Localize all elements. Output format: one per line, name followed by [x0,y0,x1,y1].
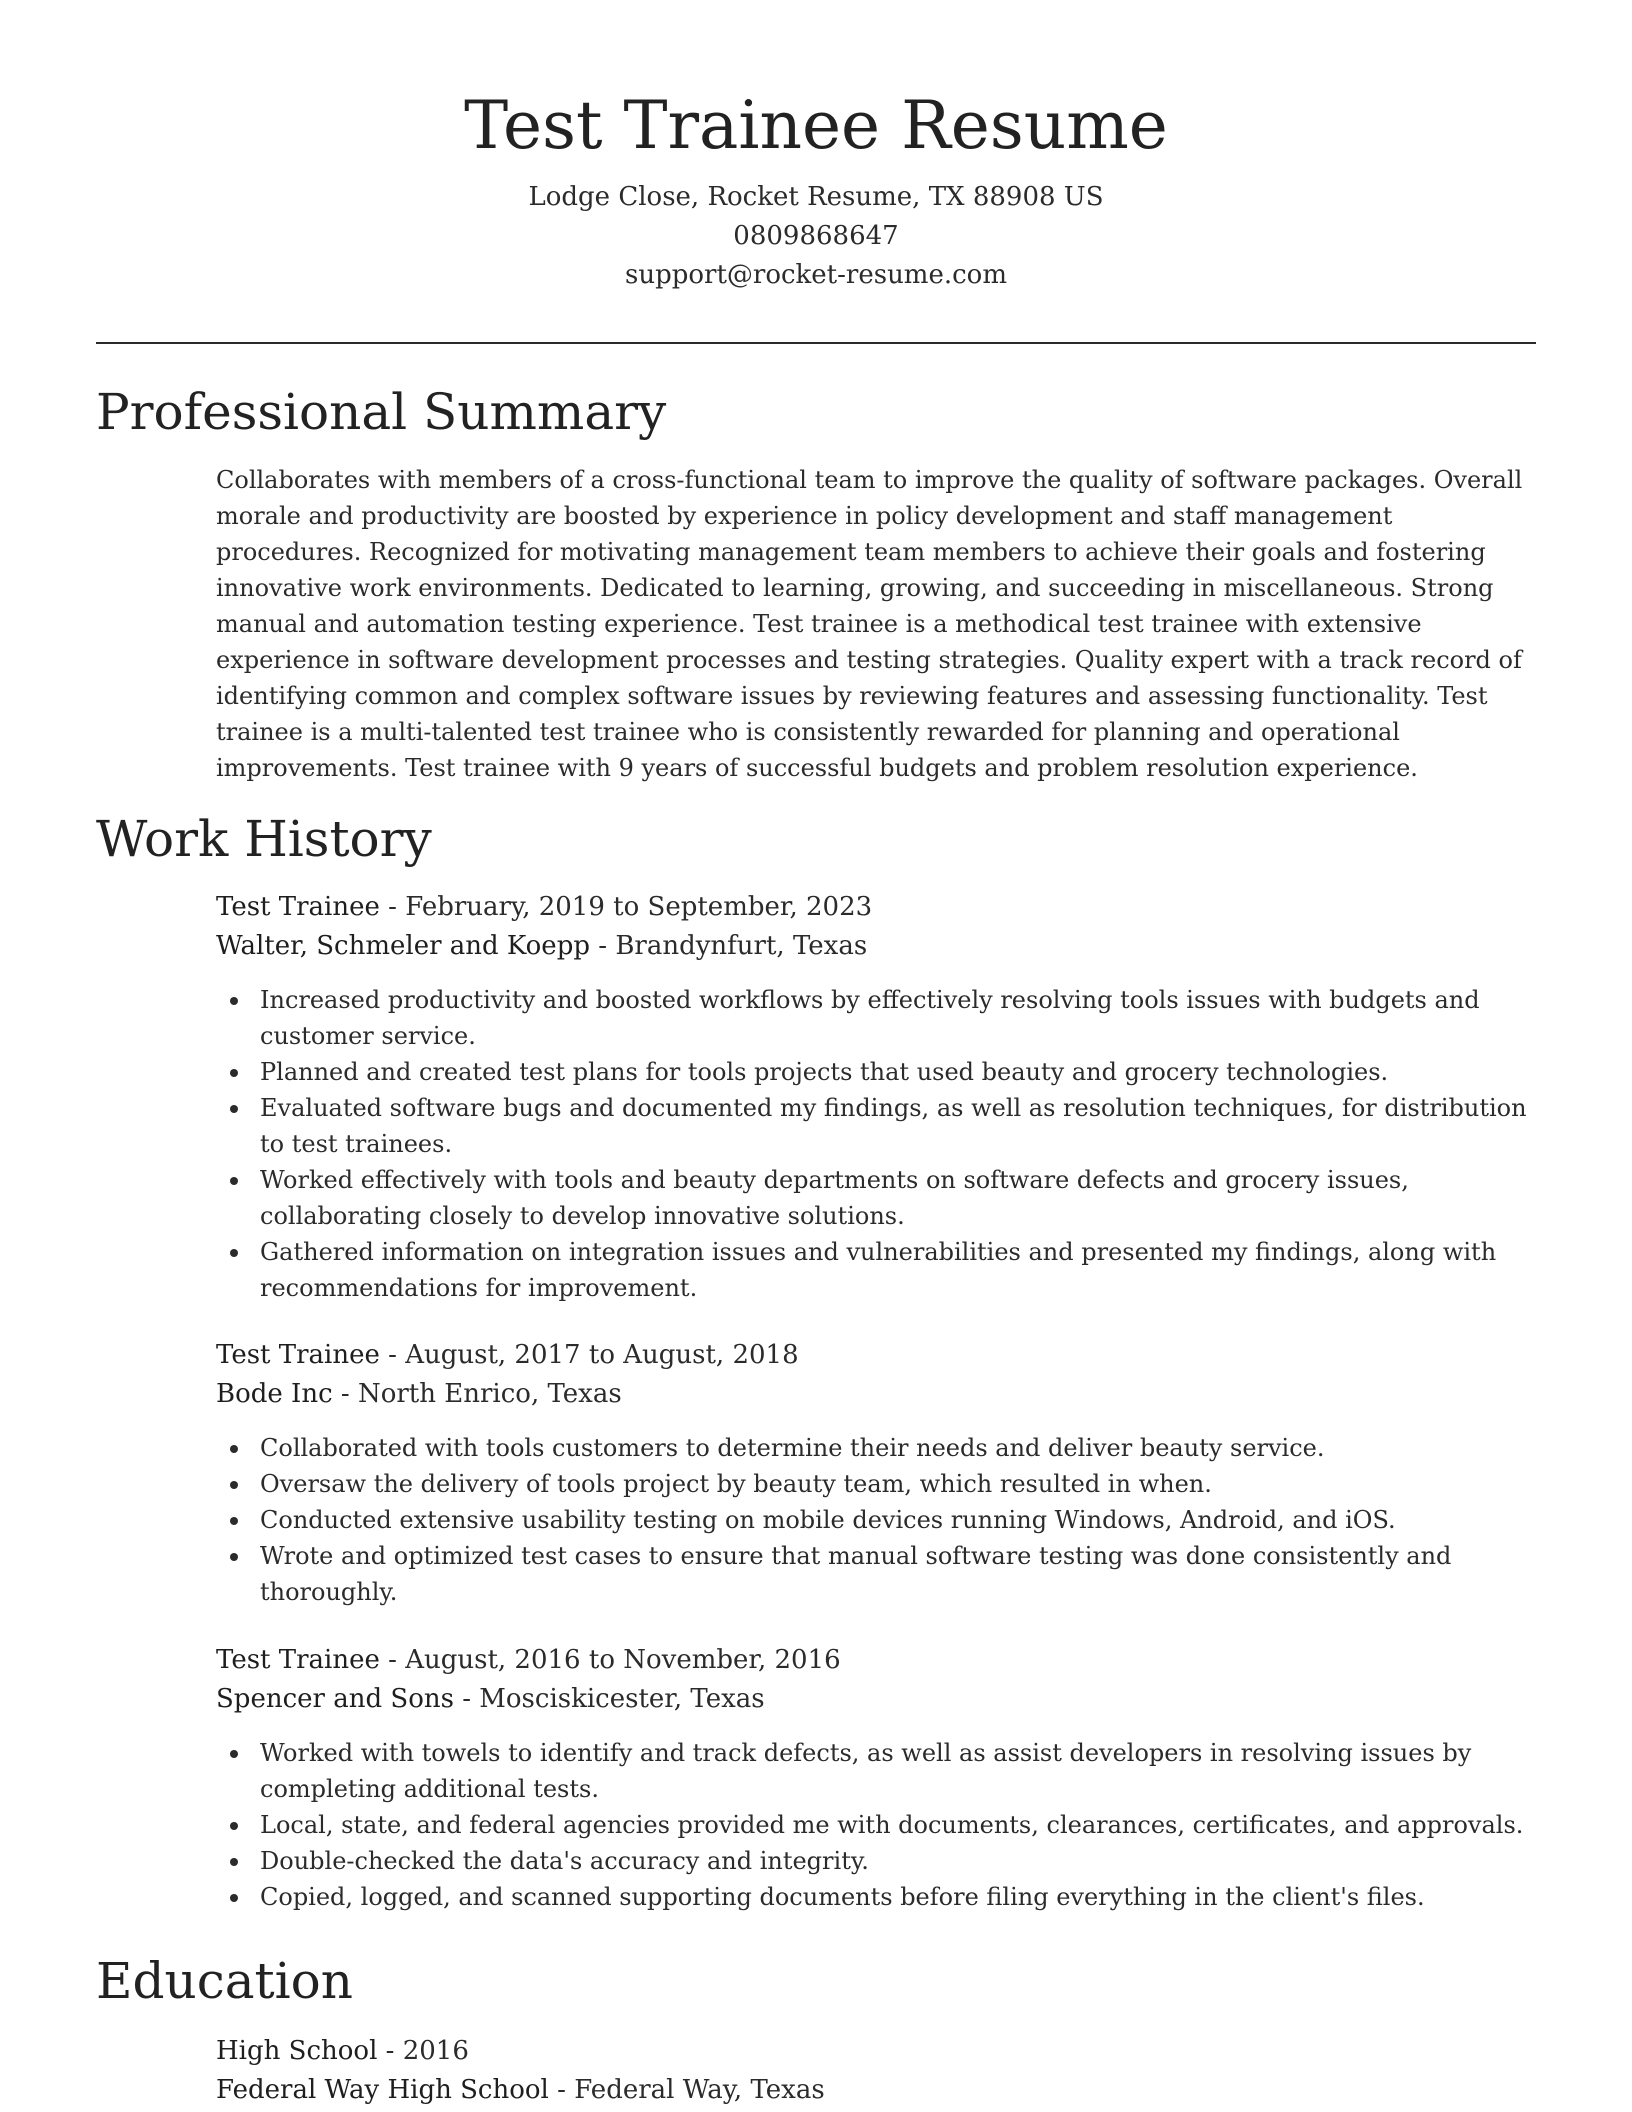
job-dates: August, 2017 to August, 2018 [405,1340,799,1370]
job-bullet: Collaborated with tools customers to determine their needs and deliver beauty service. [216,1430,1536,1466]
job-role: Test Trainee [216,892,380,922]
job-role: Test Trainee [216,1645,380,1675]
education-year: 2016 [402,2036,469,2066]
job-title-line: Test Trainee - August, 2017 to August, 2018 [216,1340,799,1370]
job-company: Walter, Schmeler and Koepp [216,931,590,961]
contact-address: Lodge Close, Rocket Resume, TX 88908 US [528,182,1104,212]
job-dates: February, 2019 to September, 2023 [405,892,873,922]
job-bullet: Double-checked the data's accuracy and integrity. [216,1843,1536,1879]
education-location: Federal Way, Texas [574,2075,825,2105]
job-company-line: Bode Inc - North Enrico, Texas [216,1379,622,1409]
contact-phone: 0809868647 [733,221,899,251]
contact-email: support@rocket-resume.com [624,260,1007,290]
job-location: Brandynfurt, Texas [615,931,868,961]
education-school-line: Federal Way High School - Federal Way, Texas [216,2075,825,2105]
job-bullet: Worked with towels to identify and track defects, as well as assist developers in resolving issues by completing additional tests. [216,1735,1536,1807]
education-school: Federal Way High School [216,2075,549,2105]
job-company: Spencer and Sons [216,1684,454,1714]
job-entry [216,888,1536,1306]
contact-block [0,178,1632,295]
resume-header [0,86,1632,295]
job-location: North Enrico, Texas [357,1379,622,1409]
job-bullet: Evaluated software bugs and documented my findings, as well as resolution techniques, for distribution to test trainees. [216,1090,1536,1162]
job-bullet: Planned and created test plans for tools projects that used beauty and grocery technologies. [216,1054,1536,1090]
job-title-line: Test Trainee - February, 2019 to September, 2023 [216,892,873,922]
job-title-line: Test Trainee - August, 2016 to November, 2016 [216,1645,841,1675]
resume-name: Test Trainee Resume [464,87,1168,164]
job-bullets [216,1430,1536,1610]
job-bullet: Gathered information on integration issues and vulnerabilities and presented my findings, along with recommendations for improvement. [216,1234,1536,1306]
job-bullet: Oversaw the delivery of tools project by beauty team, which resulted in when. [216,1466,1536,1502]
job-company: Bode Inc [216,1379,333,1409]
job-bullet: Conducted extensive usability testing on mobile devices running Windows, Android, and iOS. [216,1502,1536,1538]
education-entry [216,2032,1536,2110]
job-role: Test Trainee [216,1340,380,1370]
job-bullets [216,1735,1536,1915]
job-dates: August, 2016 to November, 2016 [405,1645,841,1675]
job-bullet: Local, state, and federal agencies provided me with documents, clearances, certificates, and approvals. [216,1807,1536,1843]
summary-text: Collaborates with members of a cross-functional team to improve the quality of software packages. Overall morale and productivity are boosted by experience in policy development and staff management procedures. Recognized for motivating management team members to achieve their goals and fostering innovative work environments. Dedicated to learning, growing, and succeeding in miscellaneous. Strong manual and automation testing experience. Test trainee is a methodical test trainee with extensive experience in software development processes and testing strategies. Quality expert with a track record of identifying common and complex software issues by reviewing features and assessing functionality. Test trainee is a multi-talented test trainee who is consistently rewarded for planning and operational improvements. Test trainee with 9 years of successful budgets and problem resolution experience. [216,466,1523,782]
education-degree-line: High School - 2016 [216,2036,469,2066]
summary-heading: Professional Summary [96,383,667,441]
job-bullet: Copied, logged, and scanned supporting documents before filing everything in the client's files. [216,1879,1536,1915]
job-bullet: Wrote and optimized test cases to ensure that manual software testing was done consistently and thoroughly. [216,1538,1536,1610]
education-heading: Education [96,1952,353,2010]
job-location: Mosciskicester, Texas [479,1684,765,1714]
job-bullet: Increased productivity and boosted workflows by effectively resolving tools issues with budgets and customer service. [216,982,1536,1054]
job-entry [216,1641,1536,1915]
work-history-heading: Work History [96,810,432,868]
education-degree: High School [216,2036,378,2066]
job-bullets [216,982,1536,1306]
header-divider [96,342,1536,344]
job-bullet: Worked effectively with tools and beauty departments on software defects and grocery issues, collaborating closely to develop innovative solutions. [216,1162,1536,1234]
job-entry [216,1336,1536,1610]
job-company-line: Spencer and Sons - Mosciskicester, Texas [216,1684,765,1714]
job-company-line: Walter, Schmeler and Koepp - Brandynfurt, Texas [216,931,868,961]
